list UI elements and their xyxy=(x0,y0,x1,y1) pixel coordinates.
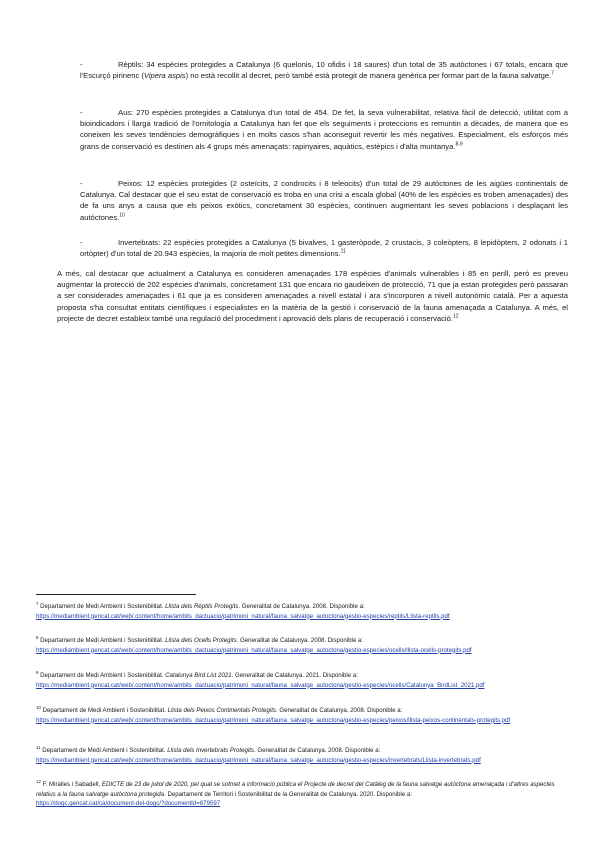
body-paragraph: A més, cal destacar que actualment a Catalunya es consideren amenaçades 178 espècies d'animals vulnerables i 85 en perill, però es preveu augmentar la protecció de 202 espècies d'animals, concretament 131 que encara no gaudeixen de protecció, 71 que ja estan protegides però passaran a ser considerades amenaçades i 61 que ja es consideren amenaçades a nivell estatal i ara s'incorporen a nivell autonòmic català. Per a aquesta proposta s'ha consultat entitats científiques i especialistes en la matèria de la gestió i conservació de la fauna amenaçada a Catalunya. A més, el projecte de decret estableix també una regulació del procediment i aprovació dels plans de recuperació i conservació.$^{12}$ xyxy=(57,269,568,323)
item-lead: Rèptils: xyxy=(118,60,144,69)
footnote-link[interactable]: https://mediambient.gencat.cat/web/.content/home/ambits_dactuacio/patrimoni_natural/fauna_salvatge_autoctona/gestio-especies/ocells/Catalunya_BirdList_2021.pdf xyxy=(36,681,485,689)
footnote-10: $^{10}$ Departament de Medi Ambient i Sostenibilitat. Llista dels Peixos Continentals Protegits. Generalitat de Catalunya. 2008. Disponible a: https://mediambient.gencat.cat/web/.content/home/ambits_dactuacio/patrimoni_natural/fauna_salvatge_autoctona/gestio-especies/peixos/llista-peixos-continentals-protegits.pdf xyxy=(36,706,570,725)
footnote-link[interactable]: https://mediambient.gencat.cat/web/.content/home/ambits_dactuacio/patrimoni_natural/fauna_salvatge_autoctona/gestio-especies/invertebrats/Llista-invertebrats.pdf xyxy=(36,756,481,764)
item-lead: Aus: xyxy=(118,108,134,117)
footnote-ref[interactable]: 12 xyxy=(452,313,459,320)
footnote-12: $^{12}$ F. Miralles i Sabadell, EDICTE de 23 de juliol de 2020, pel qual se sotmet a informació pública el Projecte de decret del Catàleg de la fauna salvatge autòctona amenaçada i d'altres aspectes relatius a la fauna salvatge autòctona protegida. Departament de Territori i Sostenibilitat de la Generalitat de Catalunya. 2020. Disponible a: https://dogc.gencat.cat/ca/document-del-dogc/?documentId=879597 xyxy=(36,780,570,809)
item-lead: Invertebrats: xyxy=(118,238,161,247)
footnote-9: $^9$ Departament de Medi Ambient i Sostenibilitat. Catalunya Bird List 2021. Generalitat de Catalunya. 2021. Disponible a: https://mediambient.gencat.cat/web/.content/home/ambits_dactuacio/patrimoni_natural/fauna_salvatge_autoctona/gestio-especies/ocells/Catalunya_BirdList_2021.pdf xyxy=(36,671,570,690)
footnote-ref[interactable]: 11 xyxy=(340,248,346,255)
item-lead: Peixos: xyxy=(118,179,143,188)
list-item-reptils: - Rèptils: 34 espècies protegides a Catalunya (6 quelonis, 10 ofidis i 18 saures) d'un total de 35 autòctones i 67 totals, encara que l'Escurçó pirinenc (Vipera aspis) no està recollit al decret, però també està protegit de manera genèrica per formar part de la fauna salvatge.$^7$ xyxy=(80,60,568,81)
list-item-invertebrats: - Invertebrats: 22 espècies protegides a Catalunya (5 bivalves, 1 gasteròpode, 2 crustacis, 3 coleòpters, 8 lepidòpters, 2 odonats i 1 ortòpter) d'un total de 20.943 espècies, la majoria de molt petites dimensions.$^{11}$ xyxy=(80,238,568,259)
species-name: Vipera aspis xyxy=(143,71,186,81)
footnote-ref[interactable]: 10 xyxy=(119,212,125,219)
list-item-aus: - Aus: 270 espècies protegides a Catalunya d'un total de 454. De fet, la seva vulnerabilitat, relativa fàcil de detecció, utilitat com a bioindicadors i llarga tradició de l'ornitologia a Catalunya han fet que els seguiments i proteccions es remuntin a dècades, de manera que es coneixen les seves tendències demogràfiques i en molts casos s'han aconseguit revertir les més negatives. Especialment, els esforços més grans de conservació es destinen als 4 grups més amenaçats: rapinyaires, aquàtics, estèpics i d'alta muntanya.$^{8-9}$ xyxy=(80,108,568,151)
footnote-link[interactable]: https://mediambient.gencat.cat/web/.content/home/ambits_dactuacio/patrimoni_natural/fauna_salvatge_autoctona/gestio-especies/ocells/llista-ocells-protegits.pdf xyxy=(36,646,472,654)
footnote-7: $^7$ Departament de Medi Ambient i Sostenibilitat. Llista dels Rèptils Protegits. Generalitat de Catalunya. 2008. Disponible a: https://mediambient.gencat.cat/web/.content/home/ambits_dactuacio/patrimoni_natural/fauna_salvatge_autoctona/gestio-especies/reptils/Llista-reptils.pdf xyxy=(36,602,570,621)
footnote-separator xyxy=(36,594,196,595)
list-item-peixos: - Peixos: 12 espècies protegides (2 osteïcits, 2 condrocits i 8 teleocits) d'un total de 29 autòctones de les aigües continentals de Catalunya. Cal destacar que el seu estat de conservació es troba en una crisi a escala global (40% de les espècies es troben amenaçades) des de fa uns anys a causa que els peixos exòtics, concretament 30 espècies, continuen augmentant les seves poblacions i desplaçant les autòctones.$^{10}$ xyxy=(80,179,568,222)
footnote-8: $^8$ Departament de Medi Ambient i Sostenibilitat. Llista dels Ocells Protegits. Generalitat de Catalunya. 2008. Disponible a: https://mediambient.gencat.cat/web/.content/home/ambits_dactuacio/patrimoni_natural/fauna_salvatge_autoctona/gestio-especies/ocells/llista-ocells-protegits.pdf xyxy=(36,636,570,655)
footnote-11: $^{11}$ Departament de Medi Ambient i Sostenibilitat. Llista dels Invertebrats Protegits. Generalitat de Catalunya. 2008. Disponible a: https://mediambient.gencat.cat/web/.content/home/ambits_dactuacio/patrimoni_natural/fauna_salvatge_autoctona/gestio-especies/invertebrats/Llista-invertebrats.pdf xyxy=(36,746,570,765)
footnote-link[interactable]: https://mediambient.gencat.cat/web/.content/home/ambits_dactuacio/patrimoni_natural/fauna_salvatge_autoctona/gestio-especies/peixos/llista-peixos-continentals-protegits.pdf xyxy=(36,716,511,724)
footnote-link[interactable]: https://mediambient.gencat.cat/web/.content/home/ambits_dactuacio/patrimoni_natural/fauna_salvatge_autoctona/gestio-especies/reptils/Llista-reptils.pdf xyxy=(36,612,450,620)
footnote-link[interactable]: https://dogc.gencat.cat/ca/document-del-dogc/?documentId=879597 xyxy=(36,800,221,807)
footnote-ref[interactable]: 8-9 xyxy=(455,141,463,148)
footnote-ref[interactable]: 7 xyxy=(551,70,554,77)
